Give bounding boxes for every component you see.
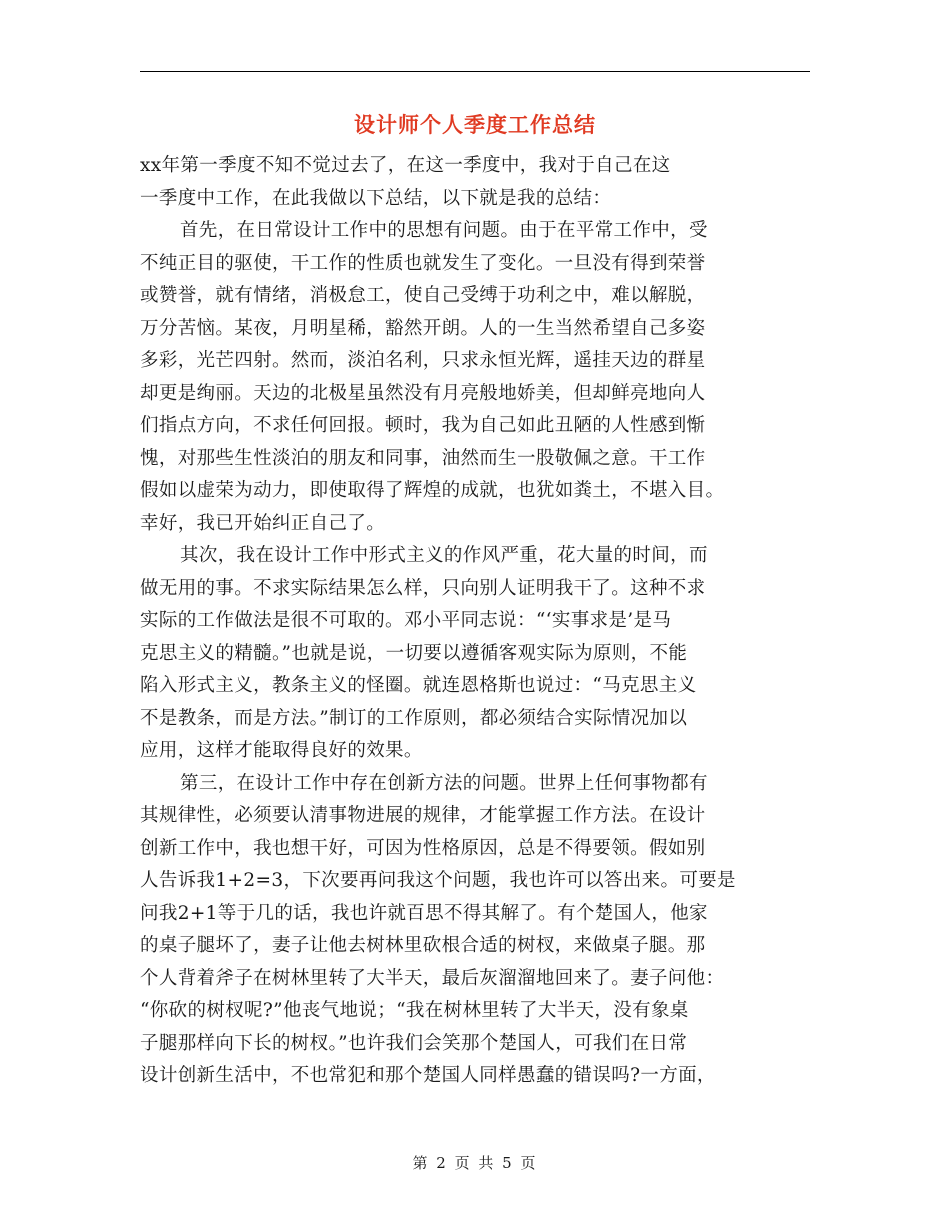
body-line: 的桌子腿坏了，妻子让他去树林里砍根合适的树杈，来做桌子腿。那 <box>140 935 706 956</box>
body-line: 万分苦恼。某夜，月明星稀，豁然开朗。人的一生当然希望自己多姿 <box>140 317 706 339</box>
body-line: 克思主义的精髓。”也就是说，一切要以遵循客观实际为原则，不能 <box>140 642 688 664</box>
body-line: 不是教条，而是方法。”制订的工作原则，都必须结合实际情况加以 <box>140 707 688 729</box>
body-line: 问我2+1等于几的话，我也许就百思不得其解了。有个楚国人，他家 <box>140 902 708 924</box>
body-line: 其规律性，必须要认清事物进展的规律，才能掌握工作方法。在设计 <box>140 805 706 826</box>
body-line: 人告诉我1+2=3，下次要再问我这个问题，我也许可以答出来。可要是 <box>140 870 736 891</box>
body-line: “你砍的树杈呢?”他丧气地说；“我在树林里转了大半天，没有象桌 <box>140 1000 689 1021</box>
body-line: xx年第一季度不知不觉过去了，在这一季度中，我对于自己在这 <box>140 155 671 176</box>
body-line: 不纯正目的驱使，干工作的性质也就发生了变化。一旦没有得到荣誉 <box>140 252 706 274</box>
body-line: 做无用的事。不求实际结果怎么样，只向别人证明我干了。这种不求 <box>140 577 706 599</box>
body-line: 创新工作中，我也想干好，可因为性格原因，总是不得要领。假如别 <box>140 837 706 859</box>
body-line: 或赞誉，就有情绪，消极怠工，使自己受缚于功利之中，难以解脱， <box>140 285 706 306</box>
paragraph-start-line: 首先，在日常设计工作中的思想有问题。由于在平常工作中，受 <box>180 220 708 241</box>
paragraph-start-line: 第三，在设计工作中存在创新方法的问题。世界上任何事物都有 <box>180 772 708 794</box>
document-title: 设计师个人季度工作总结 <box>354 113 596 137</box>
document-body <box>140 150 810 1093</box>
paragraph-start-line: 其次，我在设计工作中形式主义的作风严重，花大量的时间，而 <box>180 545 708 566</box>
page-number-footer: 第 2 页 共 5 页 <box>412 1154 538 1172</box>
body-line: 愧，对那些生性淡泊的朋友和同事，油然而生一股敬佩之意。干工作 <box>140 447 706 469</box>
body-line: 却更是绚丽。天边的北极星虽然没有月亮般地娇美，但却鲜亮地向人 <box>140 382 706 404</box>
body-line: 幸好，我已开始纠正自己了。 <box>140 512 386 534</box>
header-rule <box>140 71 810 72</box>
body-line: 子腿那样向下长的树杈。”也许我们会笑那个楚国人，可我们在日常 <box>140 1032 688 1054</box>
body-line: 多彩，光芒四射。然而，淡泊名利，只求永恒光辉，遥挂天边的群星 <box>140 350 706 371</box>
body-line: 应用，这样才能取得良好的效果。 <box>140 740 423 761</box>
body-line: 一季度中工作，在此我做以下总结，以下就是我的总结： <box>140 187 612 209</box>
body-line: 陷入形式主义，教条主义的怪圈。就连恩格斯也说过：“马克思主义 <box>140 675 697 696</box>
body-line: 设计创新生活中，不也常犯和那个楚国人同样愚蠢的错误吗?一方面， <box>140 1065 716 1086</box>
body-line: 假如以虚荣为动力，即使取得了辉煌的成就，也犹如粪土，不堪入目。 <box>140 480 725 501</box>
body-line: 们指点方向，不求任何回报。顿时，我为自己如此丑陋的人性感到惭 <box>140 415 706 436</box>
body-line: 实际的工作做法是很不可取的。邓小平同志说：“‘实事求是’是马 <box>140 610 672 631</box>
body-line: 个人背着斧子在树林里转了大半天，最后灰溜溜地回来了。妻子问他： <box>140 967 725 989</box>
